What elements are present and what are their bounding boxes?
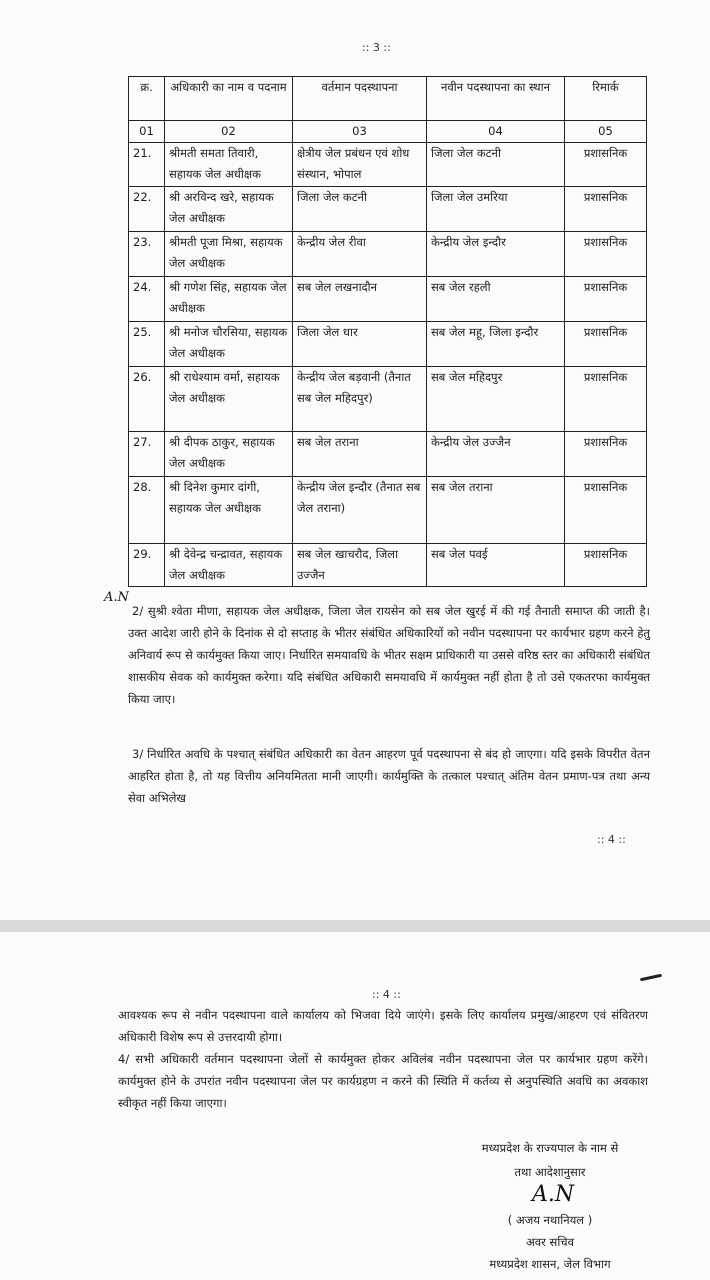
signature: A.N [532,1182,575,1207]
table-row [129,232,647,277]
paragraph-2: 2/ सुश्री श्वेता मीणा, सहायक जेल अधीक्षक, जिला जेल रायसेन को सब जेल खुरई में की गई तैनाती समाप्त की जाती है। उक्त आदेश जारी होने के दिनांक से दो सप्ताह के भीतर संबंधित अधिकारियों को नवीन पदस्थापना पर कार्यभार ग्रहण करने हेतु अनिवार्य रूप से कार्यमुक्त किया जाए। निर्धारित समयावधि के भीतर सक्षम प्राधिकारी या उससे वरिष्ठ स्तर का अधिकारी संबंधित शासकीय सेवक को कार्यमुक्त करेगा। यदि संबंधित अधिकारी समयावधि में कार्यमुक्त नहीं होता है तो उसे एकतरफा कार्यमुक्त किया जाए। [128,604,650,706]
document-page-4 [0,932,710,1280]
table-row [129,277,647,322]
cell-sno: 29. [129,544,165,587]
cell-current-posting: सब जेल खाचरौद, जिला उज्जैन [293,544,427,587]
cell-new-posting: जिला जेल कटनी [427,143,565,187]
header-sno: क्र. [129,77,165,121]
table-row [129,367,647,432]
cell-sno: 27. [129,432,165,477]
page-number: :: 4 :: [372,988,401,1001]
cell-remark: प्रशासनिक [565,477,647,544]
cell-new-posting: केन्द्रीय जेल उज्जैन [427,432,565,477]
table-row [129,432,647,477]
cell-remark: प्रशासनिक [565,143,647,187]
cell-officer-name: श्री राधेश्याम वर्मा, सहायक जेल अधीक्षक [165,367,293,432]
cell-sno: 22. [129,187,165,232]
cell-sno: 23. [129,232,165,277]
table-row [129,322,647,367]
cell-current-posting: जिला जेल कटनी [293,187,427,232]
paragraph-4: 4/ सभी अधिकारी वर्तमान पदस्थापना जेलों से कार्यमुक्त होकर अविलंब नवीन पदस्थापना जेल पर कार्यभार ग्रहण करेंगे। कार्यमुक्त होने के उपरांत नवीन पदस्थापना जेल पर कार्यग्रहण न करने की स्थिति में कर्तव्य से अनुपस्थिति अवधि का अवकाश स्वीकृत नहीं किया जाएगा। [118,1052,648,1110]
header-name: अधिकारी का नाम व पदनाम [165,77,293,121]
cell-remark: प्रशासनिक [565,367,647,432]
page-number: :: 3 :: [362,41,391,54]
cell-new-posting: सब जेल महू, जिला इन्दौर [427,322,565,367]
cell-current-posting: केन्द्रीय जेल इन्दौर (तैनात सब जेल तराना) [293,477,427,544]
authority-line-1: मध्यप्रदेश के राज्यपाल के नाम से [481,1141,619,1155]
cell-officer-name: श्रीमती समता तिवारी, सहायक जेल अधीक्षक [165,143,293,187]
table-row [129,187,647,232]
cell-new-posting: सब जेल महिदपुर [427,367,565,432]
colnum-3: 03 [293,121,427,143]
cell-current-posting: केन्द्रीय जेल रीवा [293,232,427,277]
handwritten-initials: A.N [104,590,129,605]
table-header-row [129,77,647,121]
cell-remark: प्रशासनिक [565,232,647,277]
cell-remark: प्रशासनिक [565,432,647,477]
authority-line-2: तथा आदेशानुसार [514,1165,586,1179]
signatory-department: मध्यप्रदेश शासन, जेल विभाग [489,1257,611,1271]
cell-new-posting: सब जेल तराना [427,477,565,544]
colnum-2: 02 [165,121,293,143]
signatory-designation: अवर सचिव [526,1235,574,1249]
cell-new-posting: केन्द्रीय जेल इन्दौर [427,232,565,277]
continuation-marker: :: 4 :: [597,833,626,846]
cell-new-posting: जिला जेल उमरिया [427,187,565,232]
table-row [129,544,647,587]
cell-officer-name: श्री देवेन्द्र चन्द्रावत, सहायक जेल अधीक्षक [165,544,293,587]
cell-remark: प्रशासनिक [565,277,647,322]
cell-remark: प्रशासनिक [565,187,647,232]
colnum-4: 04 [427,121,565,143]
cell-sno: 21. [129,143,165,187]
header-current-posting: वर्तमान पदस्थापना [293,77,427,121]
column-number-row [129,121,647,143]
cell-sno: 25. [129,322,165,367]
cell-current-posting: सब जेल तराना [293,432,427,477]
cell-officer-name: श्री दिनेश कुमार दांगी, सहायक जेल अधीक्षक [165,477,293,544]
paragraph-3: 3/ निर्धारित अवधि के पश्चात् संबंधित अधिकारी का वेतन आहरण पूर्व पदस्थापना से बंद हो जाएगा। यदि इसके विपरीत वेतन आहरित होता है, तो यह वित्तीय अनियमितता मानी जाएगी। कार्यमुक्ति के तत्काल पश्चात् अंतिम वेतन प्रमाण-पत्र तथा अन्य सेवा अभिलेख [128,747,650,805]
pen-mark [640,974,662,982]
cell-sno: 26. [129,367,165,432]
colnum-5: 05 [565,121,647,143]
paragraph-3-continued: आवश्यक रूप से नवीन पदस्थापना वाले कार्यालय को भिजवा दिये जाएंगे। इसके लिए कार्यालय प्रमुख/आहरण एवं संवितरण अधिकारी विशेष रूप से उत्तरदायी होगा। [118,1008,648,1044]
cell-current-posting: केन्द्रीय जेल बड़वानी (तैनात सब जेल महिदपुर) [293,367,427,432]
cell-sno: 24. [129,277,165,322]
cell-officer-name: श्री मनोज चौरसिया, सहायक जेल अधीक्षक [165,322,293,367]
cell-current-posting: सब जेल लखनादौन [293,277,427,322]
cell-new-posting: सब जेल पवई [427,544,565,587]
cell-sno: 28. [129,477,165,544]
cell-officer-name: श्री दीपक ठाकुर, सहायक जेल अधीक्षक [165,432,293,477]
cell-current-posting: क्षेत्रीय जेल प्रबंधन एवं शोध संस्थान, भोपाल [293,143,427,187]
colnum-1: 01 [129,121,165,143]
cell-officer-name: श्रीमती पूजा मिश्रा, सहायक जेल अधीक्षक [165,232,293,277]
cell-remark: प्रशासनिक [565,322,647,367]
cell-remark: प्रशासनिक [565,544,647,587]
table-row [129,143,647,187]
cell-new-posting: सब जेल रहली [427,277,565,322]
signatory-name: ( अजय नथानियल ) [507,1213,593,1227]
cell-current-posting: जिला जेल धार [293,322,427,367]
cell-officer-name: श्री गणेश सिंह, सहायक जेल अधीक्षक [165,277,293,322]
cell-officer-name: श्री अरविन्द खरे, सहायक जेल अधीक्षक [165,187,293,232]
table-row [129,477,647,544]
header-new-posting: नवीन पदस्थापना का स्थान [427,77,565,121]
header-remark: रिमार्क [565,77,647,121]
transfer-table [128,76,647,587]
